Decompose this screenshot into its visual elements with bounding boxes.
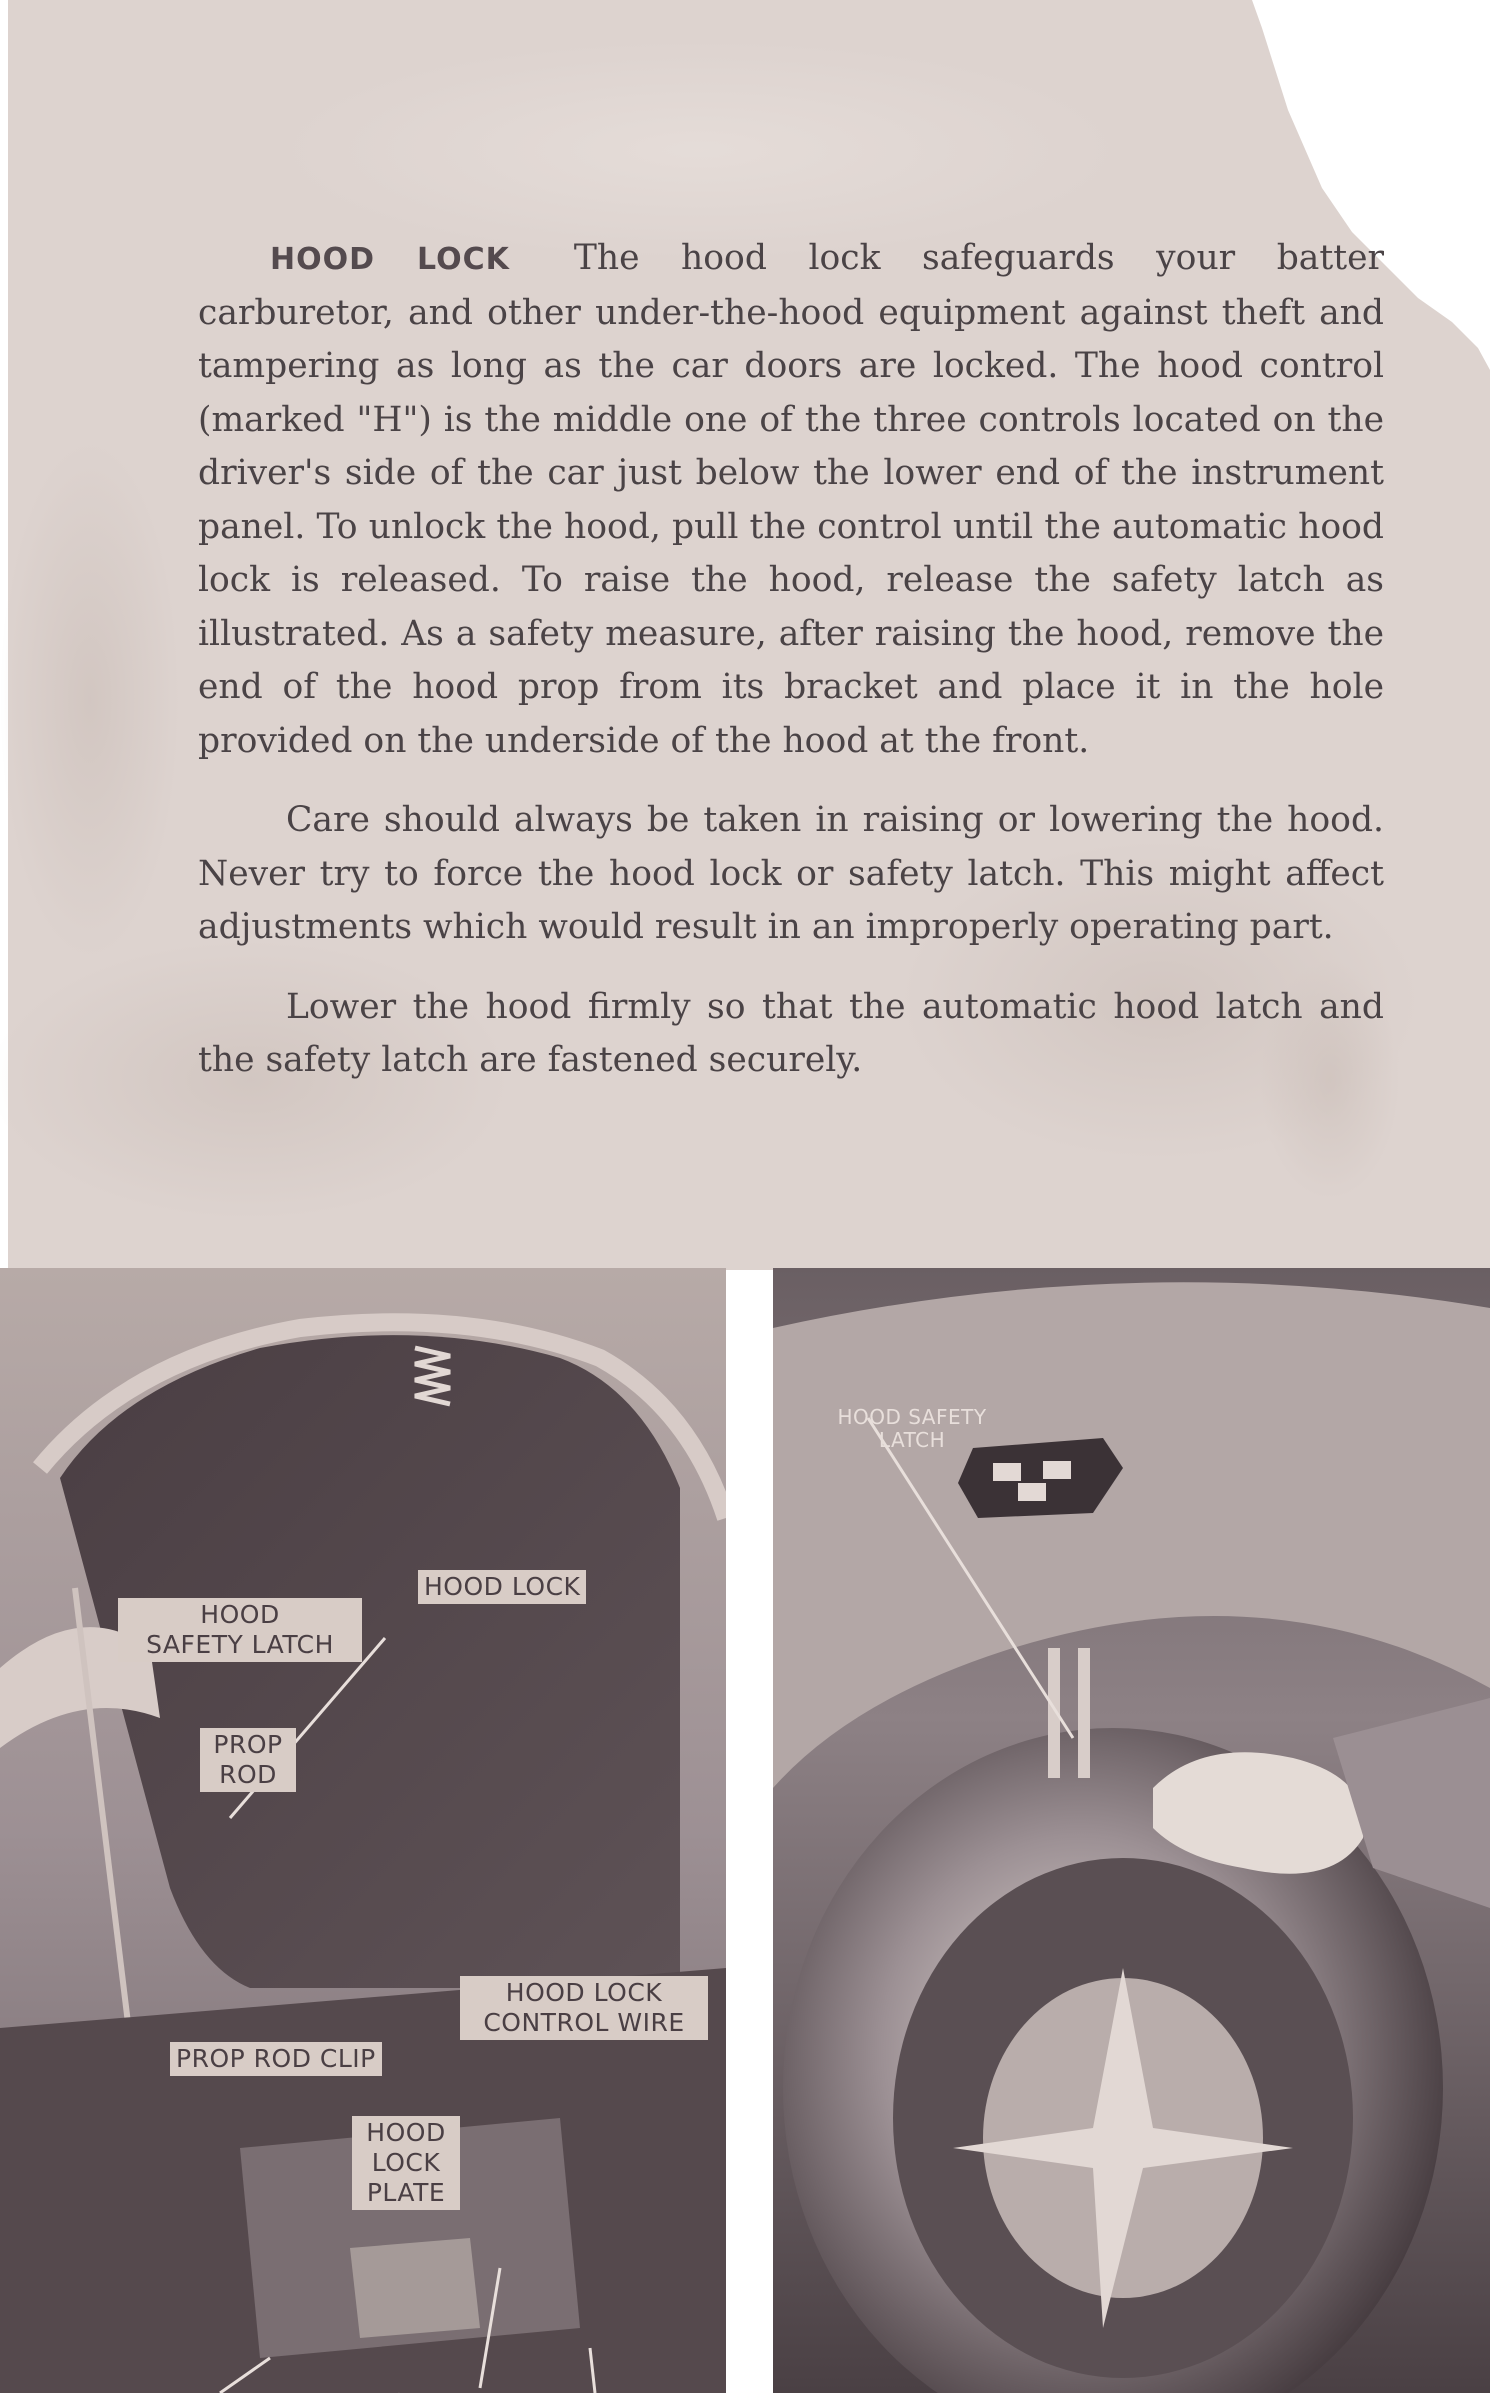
callout-hood-safety-latch-right: HOOD SAFETY LATCH xyxy=(837,1405,987,1452)
paragraph-1 xyxy=(198,232,1384,768)
photo-safety-latch-release xyxy=(773,1268,1490,2393)
body-text xyxy=(198,232,1384,1088)
callout-prop-rod-clip: PROP ROD CLIP xyxy=(170,2042,382,2076)
photo-engine-compartment xyxy=(0,1268,726,2393)
callout-hood-lock-control-wire: HOOD LOCK CONTROL WIRE xyxy=(460,1976,708,2040)
callout-hood-lock: HOOD LOCK xyxy=(418,1570,586,1604)
paragraph-3: Lower the hood firmly so that the automatic hood latch and the safety latch are fastened securely. xyxy=(198,986,1384,1080)
section-heading: HOOD LOCK xyxy=(270,242,510,277)
paragraph-1-text: The hood lock safeguards your batter carburetor, and other under-the-hood equipment against theft and tampering as long as the car doors are locked. The hood control (marked "H") is the middle one of the three controls located on the driver's side of the car just below the lower end of the instrument panel. To unlock the hood, pull the control until the automatic hood lock is released. To raise the hood, release the safety latch as illustrated. As a safety measure, after raising the hood, remove the end of the hood prop from its bracket and place it in the hole provided on the underside of the hood at the front. xyxy=(198,238,1384,761)
paragraph-2: Care should always be taken in raising or lowering the hood. Never try to force the hood lock or safety latch. This might affect adjustments which would result in an improperly operating part. xyxy=(198,800,1384,947)
engine-compartment-illustration xyxy=(0,1268,726,2393)
callout-hood-lock-plate: HOOD LOCK PLATE xyxy=(352,2116,460,2210)
callout-hood-safety-latch: HOOD SAFETY LATCH xyxy=(118,1598,362,1662)
callout-prop-rod: PROP ROD xyxy=(200,1728,296,1792)
